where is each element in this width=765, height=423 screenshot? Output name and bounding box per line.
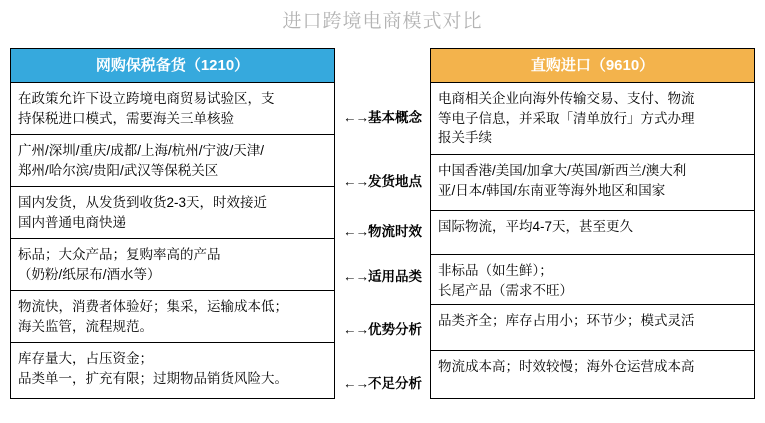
- right-column-header: 直购进口（9610）: [431, 49, 754, 83]
- left-row-logistics-time: [11, 187, 334, 239]
- left-row-concept: [11, 83, 334, 135]
- left-row-categories: [11, 239, 334, 291]
- text-line: 亚/日本/韩国/东南亚等海外地区和国家: [438, 182, 666, 198]
- right-column: [430, 48, 755, 399]
- text-line: 持保税进口模式，需要海关三单核验: [18, 110, 234, 126]
- double-arrow-icon: ←→: [343, 376, 368, 391]
- text-line: 库存量大，占压资金；: [18, 351, 153, 366]
- right-row-concept: [431, 83, 754, 155]
- connector-logistics-time: [335, 220, 430, 240]
- text-line: 品类齐全；库存占用小；环节少；模式灵活: [438, 313, 695, 328]
- connector-label: 优势分析: [368, 322, 422, 337]
- double-arrow-icon: ←→: [343, 110, 368, 125]
- connector-label: 发货地点: [368, 174, 422, 189]
- text-line: 报关手续: [438, 130, 492, 146]
- page-title: 进口跨境电商模式对比: [282, 11, 483, 32]
- left-column: [10, 48, 335, 399]
- text-line: 非标品（如生鲜）；: [438, 263, 553, 278]
- text-line: 标品；大众产品；复购率高的产品: [18, 247, 221, 262]
- text-line: 品类单一，扩充有限；过期物品销货风险大。: [18, 370, 288, 386]
- connector-label: 不足分析: [368, 376, 422, 391]
- connector-advantages: [335, 318, 430, 338]
- connector-shipping-location: [335, 170, 430, 190]
- connector-label: 基本概念: [368, 110, 422, 125]
- text-line: 郑州/哈尔滨/贵阳/武汉等保税关区: [18, 162, 219, 178]
- left-row-disadvantages: [11, 343, 334, 398]
- double-arrow-icon: ←→: [343, 224, 368, 239]
- right-row-shipping-location: [431, 155, 754, 211]
- text-line: 国际物流，平均4-7天，甚至更久: [438, 219, 634, 234]
- double-arrow-icon: ←→: [343, 269, 368, 284]
- right-row-categories: [431, 255, 754, 305]
- left-column-header: 网购保税备货（1210）: [11, 49, 334, 83]
- left-row-advantages: [11, 291, 334, 343]
- text-line: 中国香港/美国/加拿大/英国/新西兰/澳大利: [438, 163, 687, 178]
- left-row-shipping-location: [11, 135, 334, 187]
- connector-basic-concept: [335, 106, 430, 126]
- text-line: 在政策允许下设立跨境电商贸易试验区，支: [18, 91, 275, 106]
- text-line: 物流成本高；时效较慢；海外仓运营成本高: [438, 359, 695, 374]
- text-line: 物流快，消费者体验好；集采，运输成本低；: [18, 299, 288, 314]
- text-line: 国内发货，从发货到收货2-3天，时效接近: [18, 195, 268, 210]
- right-row-advantages: [431, 305, 754, 351]
- double-arrow-icon: ←→: [343, 174, 368, 189]
- connector-categories: [335, 265, 430, 285]
- connector-disadvantages: [335, 372, 430, 392]
- connector-label: 物流时效: [368, 224, 422, 239]
- double-arrow-icon: ←→: [343, 322, 368, 337]
- right-row-logistics-time: [431, 211, 754, 255]
- connector-label: 适用品类: [368, 269, 422, 284]
- text-line: 海关监管，流程规范。: [18, 318, 153, 334]
- text-line: 长尾产品（需求不旺）: [438, 282, 573, 298]
- text-line: 电商相关企业向海外传输交易、支付、物流: [438, 91, 695, 106]
- text-line: 等电子信息，并采取「清单放行」方式办理: [438, 110, 695, 126]
- text-line: 广州/深圳/重庆/成都/上海/杭州/宁波/天津/: [18, 143, 265, 158]
- right-row-disadvantages: [431, 351, 754, 398]
- text-line: 国内普通电商快递: [18, 214, 126, 230]
- text-line: （奶粉/纸尿布/酒水等）: [18, 266, 161, 282]
